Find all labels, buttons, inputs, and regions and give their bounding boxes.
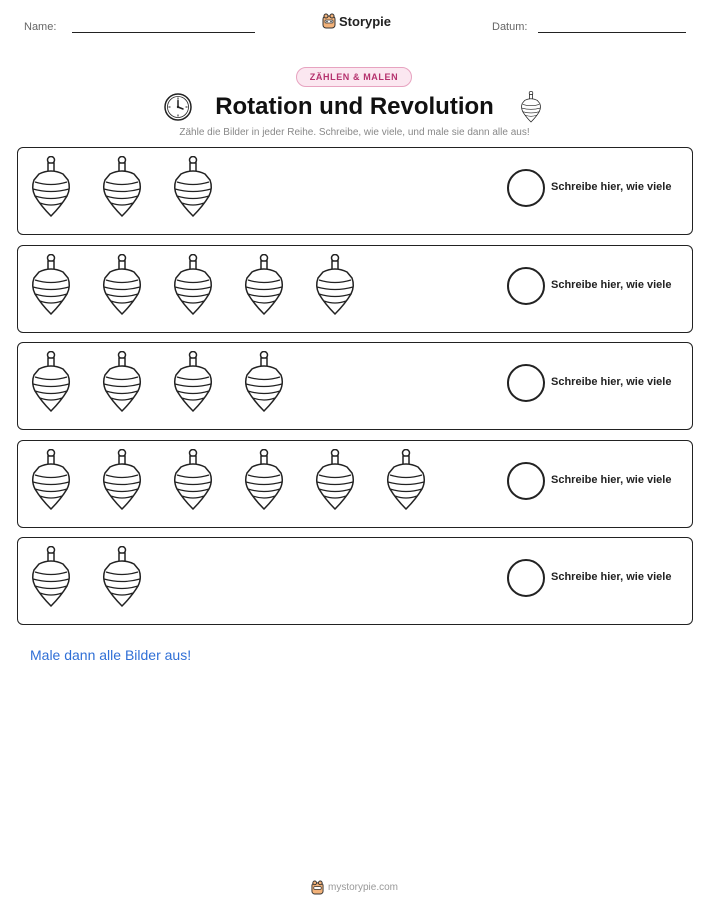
counting-row-4 xyxy=(17,440,693,528)
write-count-label: Schreibe hier, wie viele xyxy=(551,279,672,291)
brand-logo xyxy=(322,13,391,29)
spinning-top-icon[interactable] xyxy=(100,449,144,511)
answer-circle[interactable] xyxy=(507,462,545,500)
tops-group xyxy=(29,156,215,218)
category-badge: ZÄHLEN & MALEN xyxy=(296,67,412,87)
footer xyxy=(0,880,709,895)
footer-url[interactable]: mystorypie.com xyxy=(327,882,398,893)
answer-circle[interactable] xyxy=(507,364,545,402)
spinning-top-icon[interactable] xyxy=(29,449,73,511)
spinning-top-icon[interactable] xyxy=(242,351,286,413)
tops-group xyxy=(29,351,286,413)
spinning-top-icon[interactable] xyxy=(100,546,144,608)
color-instruction: Male dann alle Bilder aus! xyxy=(30,647,192,663)
answer-circle[interactable] xyxy=(507,169,545,207)
spinning-top-icon[interactable] xyxy=(29,156,73,218)
storypie-logo-icon xyxy=(311,880,324,895)
spinning-top-icon[interactable] xyxy=(313,449,357,511)
write-count-label: Schreibe hier, wie viele xyxy=(551,474,672,486)
spinning-top-icon[interactable] xyxy=(29,351,73,413)
spinning-top-icon[interactable] xyxy=(242,449,286,511)
answer-circle[interactable] xyxy=(507,267,545,305)
spinning-top-icon[interactable] xyxy=(313,254,357,316)
spinning-top-icon xyxy=(516,91,546,123)
spinning-top-icon[interactable] xyxy=(384,449,428,511)
counting-row-3 xyxy=(17,342,693,430)
write-count-label: Schreibe hier, wie viele xyxy=(551,376,672,388)
name-label: Name: xyxy=(24,21,57,33)
date-line[interactable] xyxy=(538,32,686,33)
tops-group xyxy=(29,546,144,608)
spinning-top-icon[interactable] xyxy=(100,156,144,218)
spinning-top-icon[interactable] xyxy=(171,449,215,511)
spinning-top-icon[interactable] xyxy=(171,351,215,413)
subtitle: Zähle die Bilder in jeder Reihe. Schreibe, wie viele, und male sie dann alle aus! xyxy=(179,127,530,138)
spinning-top-icon[interactable] xyxy=(100,351,144,413)
name-line[interactable] xyxy=(72,32,255,33)
spinning-top-icon[interactable] xyxy=(29,254,73,316)
tops-group xyxy=(29,449,428,511)
answer-circle[interactable] xyxy=(507,559,545,597)
spinning-top-icon[interactable] xyxy=(171,156,215,218)
spinning-top-icon[interactable] xyxy=(29,546,73,608)
storypie-logo-icon xyxy=(322,13,336,29)
page-title: Rotation und Revolution xyxy=(215,93,494,120)
tops-group xyxy=(29,254,357,316)
spinning-top-icon[interactable] xyxy=(242,254,286,316)
spinning-top-icon[interactable] xyxy=(100,254,144,316)
write-count-label: Schreibe hier, wie viele xyxy=(551,571,672,583)
counting-row-2 xyxy=(17,245,693,333)
date-label: Datum: xyxy=(492,21,528,33)
spinning-top-icon[interactable] xyxy=(171,254,215,316)
write-count-label: Schreibe hier, wie viele xyxy=(551,181,672,193)
counting-row-5 xyxy=(17,537,693,625)
brand-name: Storypie xyxy=(339,13,392,29)
counting-row-1 xyxy=(17,147,693,235)
